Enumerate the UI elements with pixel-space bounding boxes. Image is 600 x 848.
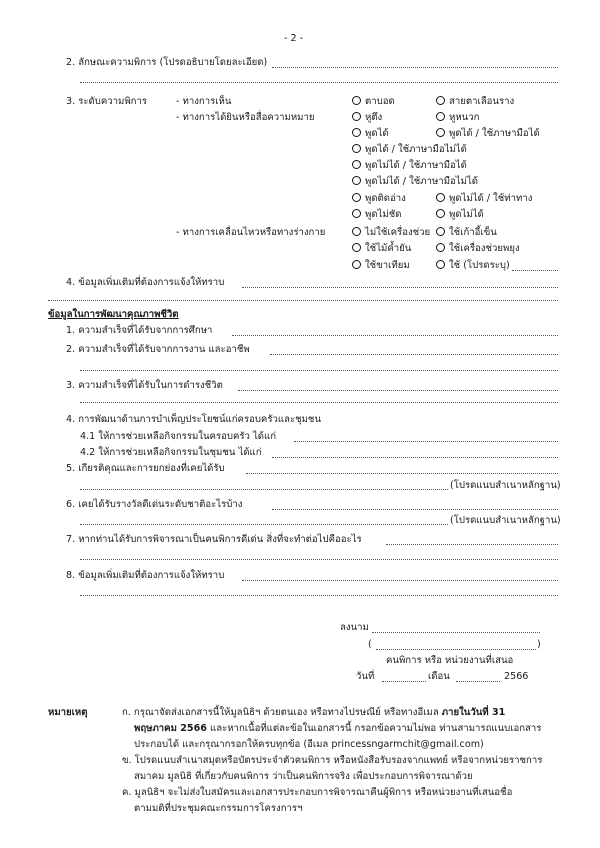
radio-icon — [352, 96, 361, 105]
option-cane[interactable]: ใช้ไม้ค้ำยัน — [352, 243, 411, 255]
dev3-answer-line[interactable] — [238, 390, 558, 391]
option-other[interactable]: ใช้ (โปรดระบุ) — [436, 260, 510, 272]
dev6-answer-line[interactable] — [272, 509, 558, 510]
section-divider — [48, 300, 558, 301]
radio-icon — [436, 112, 445, 121]
item4-label: 4. ข้อมูลเพิ่มเติมที่ต้องการแจ้งให้ทราบ — [66, 277, 225, 288]
option-speak-no-sign[interactable]: พูดได้ / ใช้ภาษามือไม่ได้ — [352, 144, 467, 156]
signer-name-line[interactable] — [376, 649, 536, 650]
option-low-vision[interactable]: สายตาเลือนราง — [436, 96, 514, 108]
option-crutch[interactable]: ใช้เก้าอี้เข็น — [436, 227, 497, 239]
dev2-answer-line[interactable] — [80, 370, 558, 371]
dev2-label: 2. ความสำเร็จที่ได้รับจากการงาน และอาชีพ — [66, 344, 250, 355]
remark-label: หมายเหตุ — [48, 707, 88, 718]
radio-icon — [352, 176, 361, 185]
radio-icon — [352, 209, 361, 218]
other-specify-line[interactable] — [512, 270, 558, 271]
dev7-label: 7. หากท่านได้รับการพิจารณาเป็นคนพิการดีเด่น สิ่งที่จะทำต่อไปคืออะไร — [66, 534, 362, 545]
dev5-answer-line[interactable] — [246, 473, 558, 474]
dev8-label: 8. ข้อมูลเพิ่มเติมที่ต้องการแจ้งให้ทราบ — [66, 570, 225, 581]
dev4-label: 4. การพัฒนาด้านการบำเพ็ญประโยชน์แก่ครอบครัวและชุมชน — [66, 414, 321, 425]
date-day-label: วันที่ — [356, 671, 375, 682]
dev2-answer-line[interactable] — [270, 354, 558, 355]
dev4-1-answer-line[interactable] — [294, 441, 558, 442]
radio-icon — [352, 112, 361, 121]
radio-icon — [436, 227, 445, 236]
date-day-line[interactable] — [382, 681, 426, 682]
item4-answer-line[interactable] — [242, 287, 558, 288]
section-title: ข้อมูลในการพัฒนาคุณภาพชีวิต — [48, 309, 179, 320]
radio-icon — [436, 128, 445, 137]
remark-c-line1: ค. มูลนิธิฯ จะไม่ส่งใบสมัครและเอกสารประกอบการพิจารณาคืนผู้พิการ หรือหน่วยงานที่เสนอชื่อ — [122, 787, 513, 798]
item3-label: 3. ระดับความพิการ — [66, 96, 148, 107]
radio-icon — [436, 193, 445, 202]
option-mute-no-sign[interactable]: พูดไม่ได้ / ใช้ภาษามือไม่ได้ — [352, 176, 478, 188]
dev5-label: 5. เกียรติคุณและการยกย่องที่เคยได้รับ — [66, 463, 225, 474]
radio-icon — [436, 243, 445, 252]
option-can-speak[interactable]: พูดได้ — [352, 128, 389, 140]
date-month-line[interactable] — [456, 681, 500, 682]
remark-a-line2: พฤษภาคม 2566 และหากเนื้อที่แต่ละข้อในเอกสารนี้ กรอกข้อความไม่พอ ท่านสามารถแนบเอกสาร — [134, 723, 542, 734]
remark-a-line3: ประกอบได้ และกรุณากรอกให้ครบทุกข้อ (อีเมล princessngarmchit@gmail.com) — [134, 739, 484, 750]
dev1-answer-line[interactable] — [232, 335, 558, 336]
item2-answer-line[interactable] — [80, 82, 558, 83]
radio-icon — [352, 128, 361, 137]
dev4-1-label: 4.1 ให้การช่วยเหลือกิจกรรมในครอบครัว ได้แก่ — [80, 431, 277, 442]
dev5-attach-note: (โปรดแนบสำเนาหลักฐาน) — [450, 480, 561, 491]
page-number: - 2 - — [284, 33, 304, 44]
option-speak-sign[interactable]: พูดได้ / ใช้ภาษามือได้ — [436, 128, 540, 140]
option-unclear[interactable]: พูดไม่ชัด — [352, 209, 401, 221]
remark-c-line2: ตามมติที่ประชุมคณะกรรมการโครงการฯ — [134, 803, 303, 814]
remark-b-line2: สมาคม มูลนิธิ ที่เกี่ยวกับคนพิการ ว่าเป็นคนพิการจริง เพื่อประกอบการพิจารณาด้วย — [134, 771, 473, 782]
radio-icon — [436, 260, 445, 269]
option-mute[interactable]: พูดไม่ได้ — [436, 209, 484, 221]
radio-icon — [352, 260, 361, 269]
dev6-attach-note: (โปรดแนบสำเนาหลักฐาน) — [450, 515, 561, 526]
signature-line[interactable] — [372, 632, 540, 633]
radio-icon — [436, 96, 445, 105]
option-support[interactable]: ใช้เครื่องช่วยพยุง — [436, 243, 520, 255]
dev3-label: 3. ความสำเร็จที่ได้รับในการดำรงชีวิต — [66, 380, 223, 391]
remark-b-line1: ข. โปรดแนบสำเนาสมุดหรือบัตรประจำตัวคนพิการ หรือหนังสือรับรองจากแพทย์ หรือจากหน่วยราชการ — [122, 755, 543, 766]
option-mute-sign[interactable]: พูดไม่ได้ / ใช้ภาษามือได้ — [352, 160, 467, 172]
cat-hearing: - ทางการได้ยินหรือสื่อความหมาย — [176, 112, 315, 123]
sign-label: ลงนาม — [340, 622, 369, 633]
dev5-answer-line[interactable] — [80, 489, 448, 490]
radio-icon — [352, 227, 361, 236]
date-month-label: เดือน — [428, 671, 450, 682]
sign-name-close: ) — [537, 639, 541, 650]
signer-role: คนพิการ หรือ หน่วยงานที่เสนอ — [386, 655, 514, 666]
option-blind[interactable]: ตาบอด — [352, 96, 395, 108]
dev7-answer-line[interactable] — [386, 544, 558, 545]
dev8-answer-line[interactable] — [80, 595, 558, 596]
dev4-2-label: 4.2 ให้การช่วยเหลือกิจกรรมในชุมชน ได้แก่ — [80, 447, 262, 458]
dev4-2-answer-line[interactable] — [272, 457, 558, 458]
option-no-device[interactable]: ไม่ใช้เครื่องช่วย — [352, 227, 430, 239]
radio-icon — [352, 243, 361, 252]
dev6-answer-line[interactable] — [80, 524, 448, 525]
radio-icon — [352, 193, 361, 202]
option-mute-gesture[interactable]: พูดไม่ได้ / ใช้ท่าทาง — [436, 193, 532, 205]
remark-a-line1: ก. กรุณาจัดส่งเอกสารนี้ให้มูลนิธิฯ ด้วยตนเอง หรือทางไปรษณีย์ หรือทางอีเมล ภายในวันที่ 31 — [122, 707, 506, 718]
item2-label: 2. ลักษณะความพิการ (โปรดอธิบายโดยละเอียด) — [66, 57, 268, 68]
option-deaf[interactable]: หูตึง — [352, 112, 382, 124]
option-hard-hearing[interactable]: หูหนวก — [436, 112, 479, 124]
dev1-label: 1. ความสำเร็จที่ได้รับจากการศึกษา — [66, 325, 213, 336]
option-prosthesis[interactable]: ใช้ขาเทียม — [352, 260, 410, 272]
date-year: 2566 — [504, 671, 529, 682]
dev8-answer-line[interactable] — [242, 580, 558, 581]
radio-icon — [436, 209, 445, 218]
dev3-answer-line[interactable] — [80, 402, 558, 403]
cat-moving: - ทางการเคลื่อนไหวหรือทางร่างกาย — [176, 227, 326, 238]
dev6-label: 6. เคยได้รับรางวัลดีเด่นระดับชาติอะไรบ้าง — [66, 499, 243, 510]
radio-icon — [352, 144, 361, 153]
dev7-answer-line[interactable] — [80, 559, 558, 560]
radio-icon — [352, 160, 361, 169]
item2-answer-line[interactable] — [272, 67, 558, 68]
sign-name-open: ( — [368, 639, 372, 650]
cat-seeing: - ทางการเห็น — [176, 96, 232, 107]
option-stutter[interactable]: พูดติดอ่าง — [352, 193, 406, 205]
